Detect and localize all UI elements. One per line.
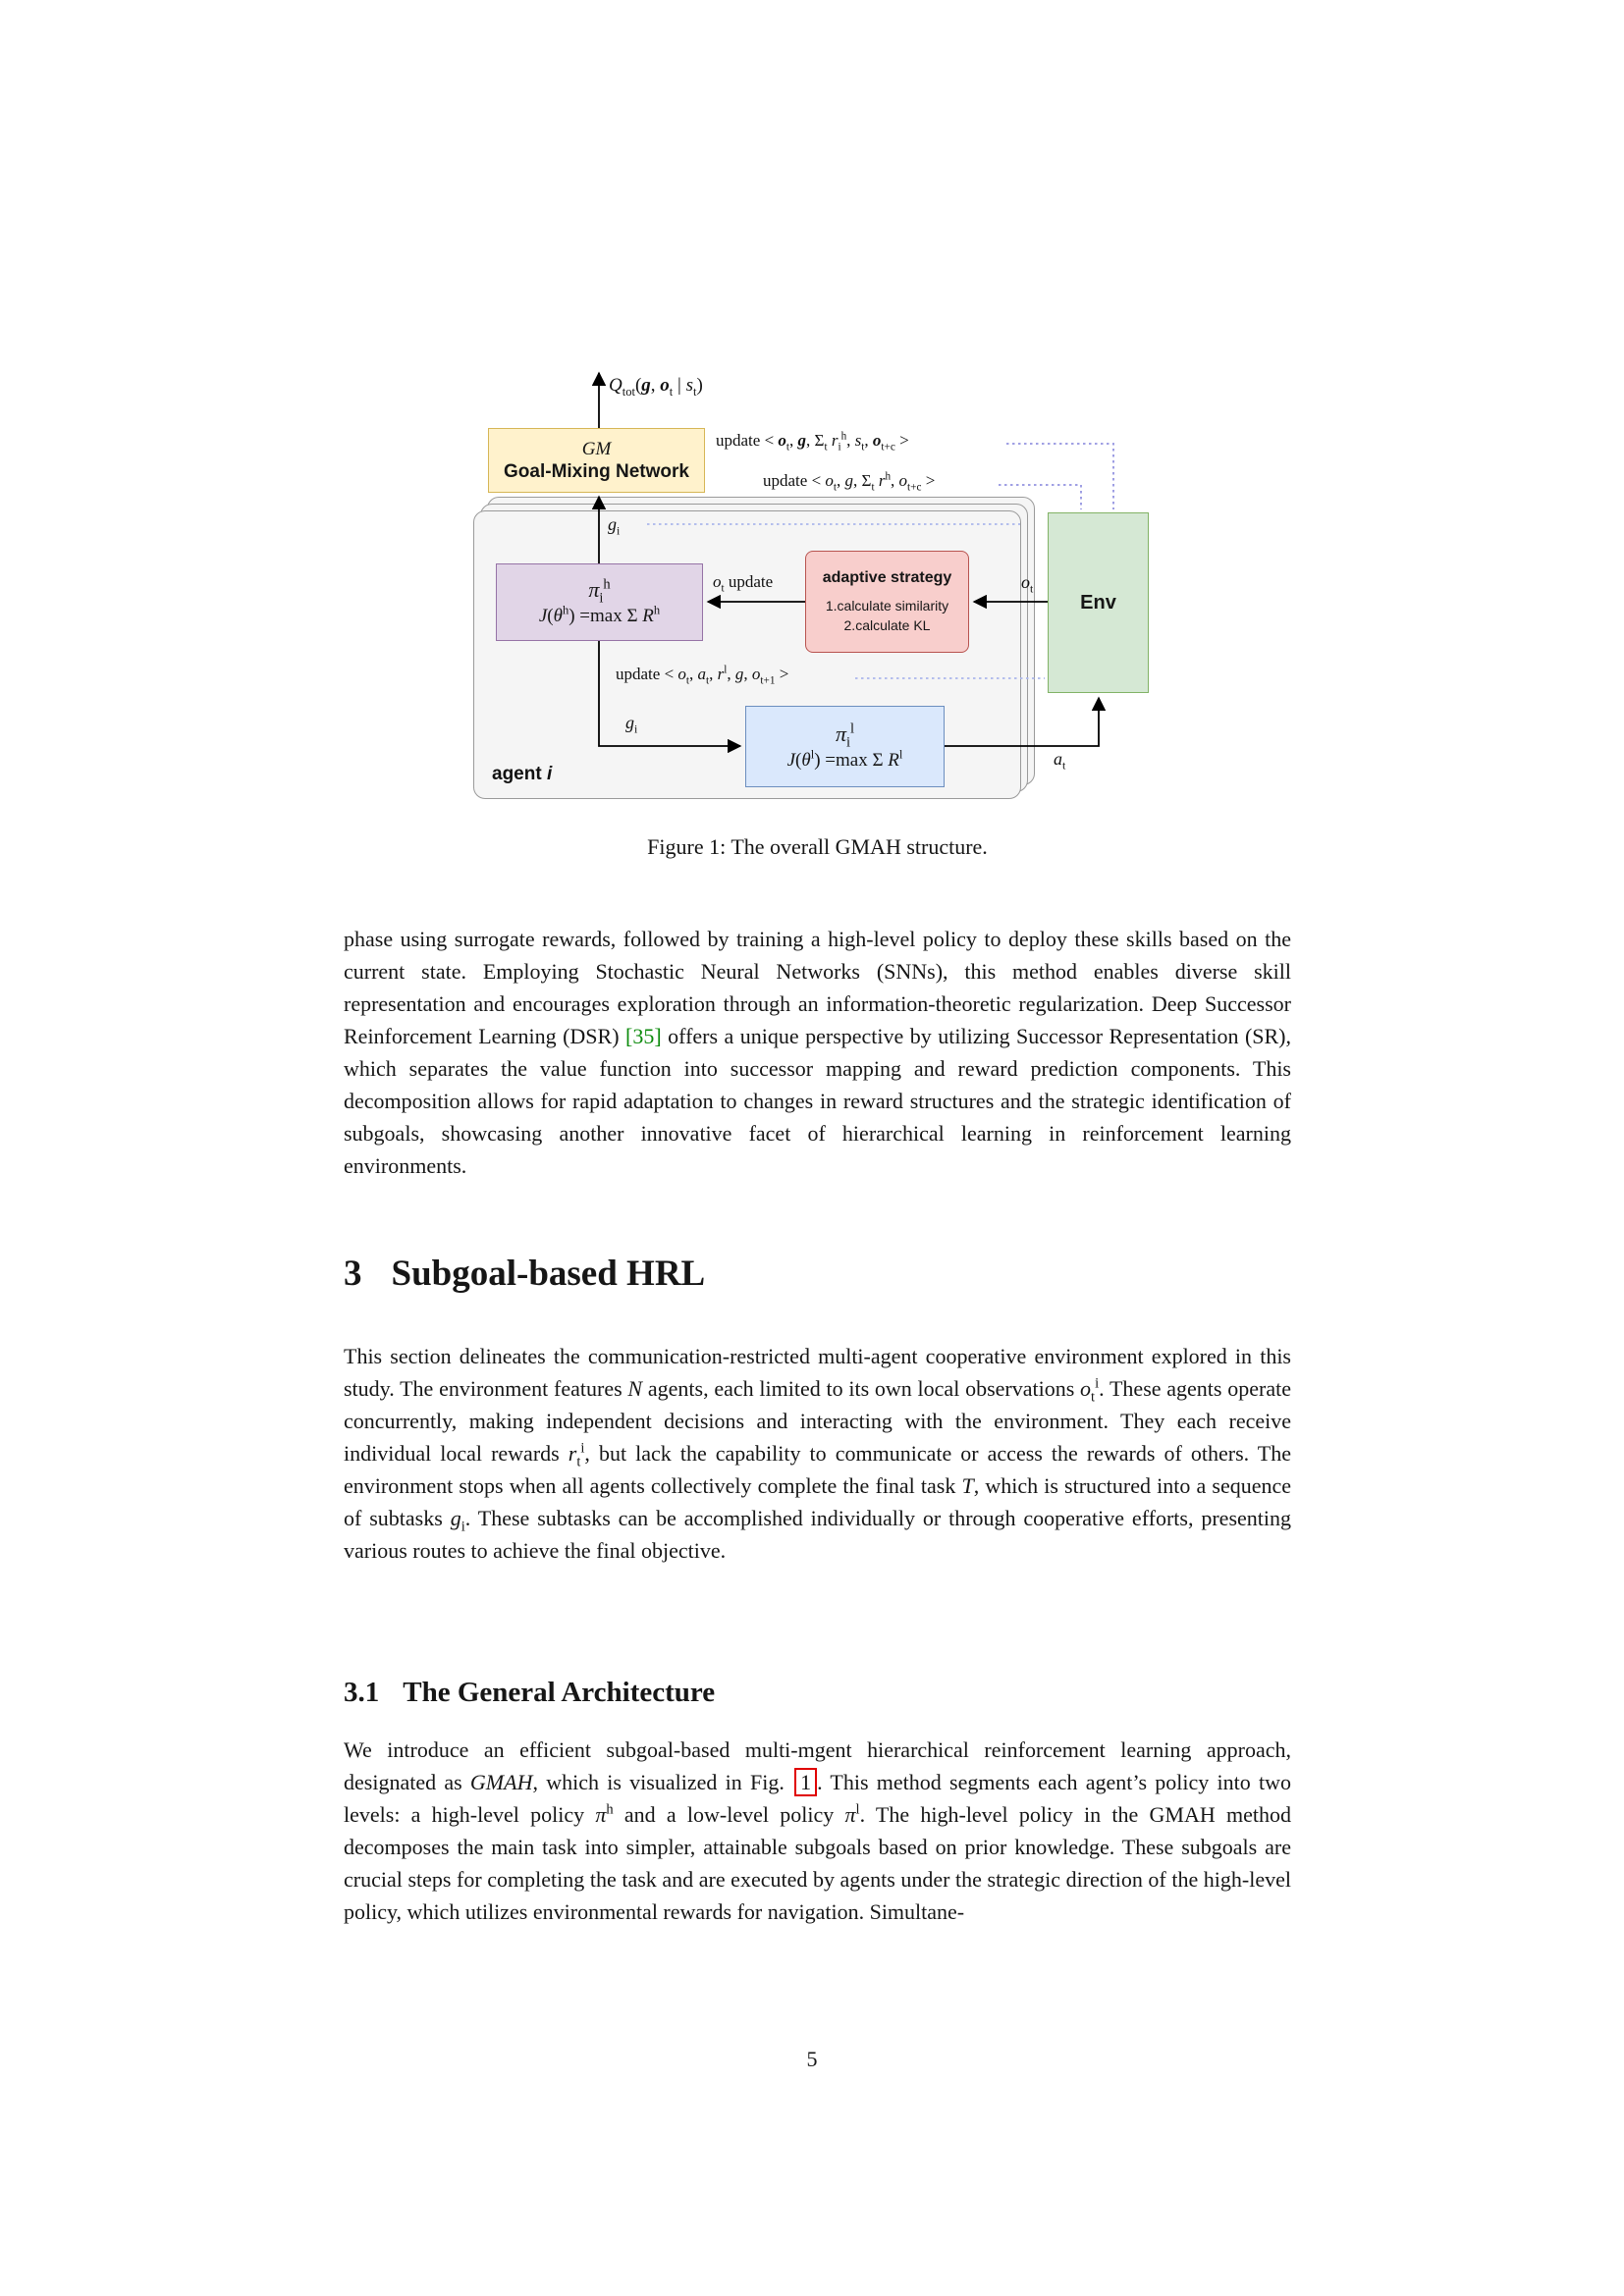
low-level-policy-box [745, 706, 945, 787]
figure-1-diagram [468, 361, 1156, 803]
agent-i-label: agent i [492, 764, 553, 784]
subgoal-to-pilow-label: $g_i$ [625, 713, 638, 736]
env-label: Env [1080, 591, 1116, 614]
adaptive-strategy-box [805, 551, 969, 653]
body-paragraph-1: phase using surrogate rewards, followed by training a high-level policy to deploy these skills based on the current state. Employing Stochastic Neural Networks (SNNs), this method enables diverse skill representation and encourages exploration through an information-theoretic regularization. Deep Successor Reinforcement Learning (DSR) [35] offers a unique perspective by utilizing Successor Representation (SR), which separates the value function into successor mapping and reward prediction components. This decomposition allows for rapid adaptation to changes in reward structures and the strategic identification of subgoals, showcasing another innovative facet of hierarchical learning in reinforcement learning environments. [344, 927, 1292, 1178]
pi-high-symbol: $\pi_i^h$ [588, 576, 611, 607]
pi-low-objective: $J(\theta^l) =\max$ Σ $R^l$ [786, 747, 903, 771]
figure-caption: Figure 1: The overall GMAH structure. [647, 834, 988, 859]
citation-link[interactable]: [35] [625, 1024, 662, 1048]
adaptive-step-1: 1.calculate similarity [825, 597, 949, 614]
high-level-policy-box [496, 563, 703, 641]
goal-mixing-network-box [488, 428, 705, 493]
body-paragraph-3: We introduce an efficient subgoal-based multi-mgent hierarchical reinforcement learning approach, designated as GMAH, which is visualized in Fig. 1 . This method segments each agent’s policy into two levels: a high-level policy $\pi^h$ and a low-level policy $\pi^l$. The high-level policy in the GMAH method decomposes the main task into simpler, attainable subgoals based on prior knowledge. These subgoals are crucial steps for completing the task and are executed by agents under the strategic direction of the high-level policy, which utilizes environmental rewards for navigation. Simultane- [344, 1737, 1292, 1924]
section-number: 3 [344, 1254, 362, 1294]
subsection-number: 3.1 [344, 1677, 380, 1708]
figure-ref-link[interactable]: 1 [794, 1768, 817, 1796]
gm-abbrev-label: GM [581, 438, 612, 459]
subsection-heading-3-1 [344, 1675, 715, 1710]
section-title: Subgoal-based HRL [391, 1254, 706, 1294]
page-number: 5 [806, 2047, 818, 2071]
adaptive-strategy-title: adaptive strategy [822, 568, 952, 586]
low-policy-update-tuple-label: update < $o_t$, $a_t$, $r^l$, g, $o_{t+1}$ > [616, 664, 789, 687]
gm-name-label: Goal-Mixing Network [504, 460, 689, 482]
adaptive-step-2: 2.calculate KL [843, 616, 931, 633]
action-label: $a_t$ [1054, 749, 1066, 773]
high-policy-update-tuple-label: update < $o_t$, g, $\Sigma_t$ $r^h$, $o_{t+c}$ > [763, 470, 936, 494]
environment-box [1048, 512, 1149, 693]
body-paragraph-2: This section delineates the communication-restricted multi-agent cooperative environment explored in this study. The environment features N agents, each limited to its own local observations $o_t^i$. These agents operate concurrently, making independent decisions and interacting with the environment. They each receive individual local rewards $r_t^i$, but lack the capability to communicate or access the rewards of others. The environment stops when all agents collectively complete the final task T, which is structured into a sequence of subtasks $g_i$. These subtasks can be accomplished individually or through cooperative efforts, presenting various routes to achieve the final objective. [344, 1344, 1292, 1563]
qtot-output-label: $Q_{tot}(g$, $o_t$ | $s_t$) [609, 375, 703, 399]
subsection-title: The General Architecture [403, 1677, 716, 1708]
gm-update-tuple-label: update < $o_t$, g, $\Sigma_t$ $r_i^h$, $s_t$, $o_{t+c}$ > [716, 430, 909, 454]
pi-low-symbol: $\pi_i^l$ [835, 721, 855, 751]
observation-label: $o_t$ [1021, 572, 1034, 596]
section-heading-3 [344, 1253, 705, 1296]
pi-high-objective: $J(\theta^h) =\max$ Σ $R^h$ [538, 603, 661, 626]
subgoal-to-gm-label: $g_i$ [608, 514, 621, 538]
observation-update-label: $o_t$ update [713, 572, 774, 595]
